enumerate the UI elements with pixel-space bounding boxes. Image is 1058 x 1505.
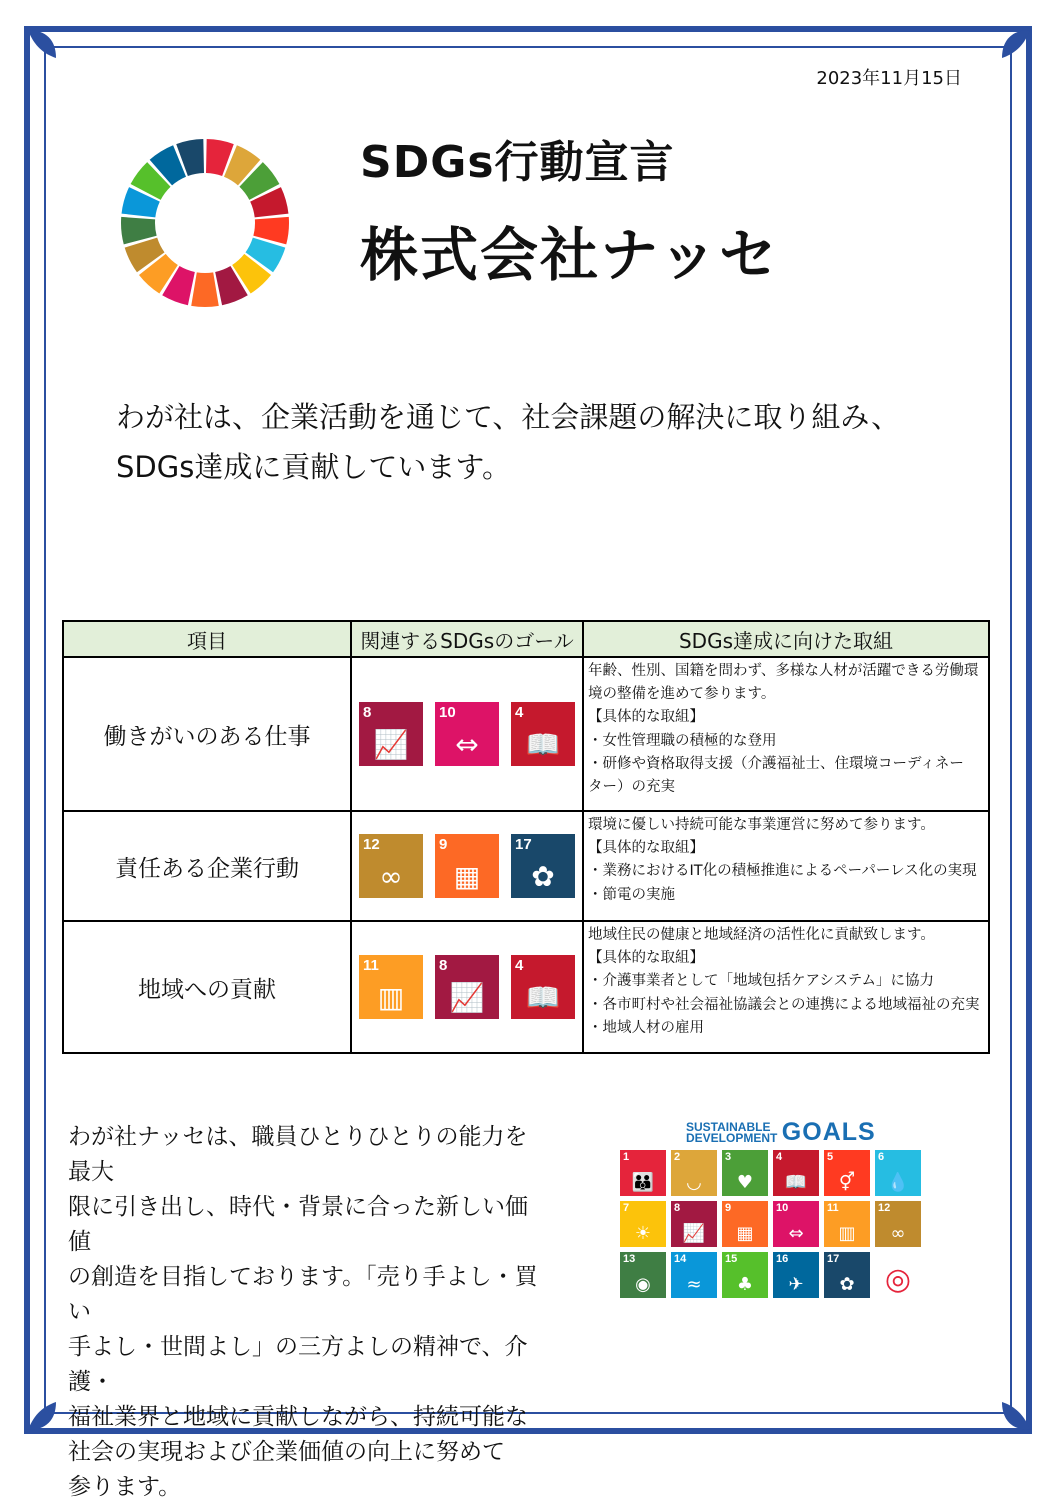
goal-number: 2 (674, 1151, 681, 1163)
goal-number: 8 (674, 1202, 681, 1214)
table-header-row (63, 621, 989, 657)
description-line: ・研修や資格取得支援（介護福祉士、住環境コーディネー (588, 755, 964, 772)
header-item: 項目 (63, 621, 351, 657)
goal-number: 7 (623, 1202, 630, 1214)
sdg-goal-12-tile (875, 1201, 921, 1247)
goal-number: 5 (827, 1151, 834, 1163)
goal-number: 14 (674, 1253, 687, 1265)
equality-arrows-icon: ⇔ (788, 1223, 804, 1244)
closing-line: 手よし・世間よし」の三方よしの精神で、介護・ (68, 1334, 528, 1395)
sdg-goal-4-icon (511, 955, 575, 1019)
row-item-label: 責任ある企業行動 (63, 811, 351, 921)
corner-ornament-icon (26, 28, 60, 62)
sdg-wheel-tile (875, 1252, 921, 1298)
book-icon: 📖 (525, 981, 561, 1014)
goal-number: 4 (515, 957, 524, 974)
sdg-goal-9-icon (435, 834, 499, 898)
row-description (583, 811, 989, 921)
goal-number: 11 (363, 957, 379, 974)
book-icon: 📖 (784, 1172, 808, 1193)
header-goals: 関連するSDGsのゴール (351, 621, 583, 657)
description-line: 【具体的な取組】 (588, 840, 704, 857)
closing-line: わが社ナッセは、職員ひとりひとりの能力を最大 (68, 1124, 528, 1185)
closing-line: 社会の実現および企業価値の向上に努めて (68, 1439, 505, 1465)
description-line: 境の整備を進めて参ります。 (588, 686, 776, 703)
goal-number: 12 (363, 836, 380, 853)
goal-number: 3 (725, 1151, 732, 1163)
document-date: 2023年11月15日 (816, 68, 962, 89)
sdg-goal-6-tile (875, 1150, 921, 1196)
sdg-goal-1-tile (620, 1150, 666, 1196)
sdg-goal-11-tile (824, 1201, 870, 1247)
description-line: ・各市町村や社会福祉協議会との連携による地域福祉の充実 (588, 996, 980, 1013)
infinity-icon: ∞ (890, 1223, 906, 1244)
sdg-goal-2-tile (671, 1150, 717, 1196)
sdg-goal-14-tile (671, 1252, 717, 1298)
sdg-goal-13-tile (620, 1252, 666, 1298)
sdg-actions-table (62, 620, 990, 1054)
logo-line2: DEVELOPMENT (686, 1130, 778, 1145)
description-line: 地域住民の健康と地域経済の活性化に貢献致します。 (588, 927, 935, 943)
sdg-goal-4-icon (511, 702, 575, 766)
goal-number: 17 (515, 836, 532, 853)
corner-ornament-icon (998, 1398, 1032, 1432)
tree-icon: ♣ (736, 1274, 754, 1295)
sun-icon: ☀ (634, 1223, 652, 1244)
equality-arrows-icon: ⇔ (455, 728, 479, 761)
eye-globe-icon: ◉ (635, 1274, 651, 1295)
intro-text (116, 392, 900, 492)
sdg-goal-16-tile (773, 1252, 819, 1298)
sdgs-logo (686, 1118, 876, 1147)
logo-line1: SUSTAINABLE (686, 1119, 771, 1134)
corner-ornament-icon (998, 28, 1032, 62)
corner-ornament-icon (26, 1398, 60, 1432)
row-item-label: 働きがいのある仕事 (63, 657, 351, 811)
goal-number: 9 (725, 1202, 732, 1214)
sdg-goal-15-tile (722, 1252, 768, 1298)
goal-number: 15 (725, 1253, 738, 1265)
growth-chart-icon: 📈 (373, 728, 409, 761)
sdg-goal-8-tile (671, 1201, 717, 1247)
logo-goals-word: GOALS (781, 1118, 876, 1146)
goal-number: 13 (623, 1253, 636, 1265)
intro-line: わが社は、企業活動を通じて、社会課題の解決に取り組み、 (116, 400, 901, 434)
goal-number: 6 (878, 1151, 885, 1163)
sdg-goal-4-tile (773, 1150, 819, 1196)
sdg-goal-7-tile (620, 1201, 666, 1247)
description-line: ター）の充実 (588, 779, 675, 796)
sdg-wheel-icon: ◎ (884, 1262, 912, 1297)
description-line: 【具体的な取組】 (588, 950, 704, 967)
city-buildings-icon: ▥ (377, 981, 405, 1014)
row-goal-icons (351, 921, 583, 1053)
goal-number: 16 (776, 1253, 789, 1265)
sdg-goal-12-icon (359, 834, 423, 898)
partnership-flower-icon: ✿ (531, 860, 555, 893)
description-line: 年齢、性別、国籍を問わず、多様な人材が活躍できる労働環 (588, 663, 979, 679)
description-line: 【具体的な取組】 (588, 709, 704, 726)
heartbeat-icon: ♥ (736, 1172, 754, 1193)
table-row (63, 811, 989, 921)
infinity-icon: ∞ (379, 860, 403, 893)
goal-number: 17 (827, 1253, 840, 1265)
sdg-goal-10-icon (435, 702, 499, 766)
water-drop-icon: 💧 (886, 1172, 910, 1193)
declaration-title: SDGs行動宣言 (360, 137, 675, 188)
goal-number: 4 (776, 1151, 783, 1163)
wheel-segment (191, 272, 219, 307)
company-name: 株式会社ナッセ (360, 221, 779, 289)
row-goal-icons (351, 811, 583, 921)
gender-icon: ⚥ (838, 1172, 856, 1193)
closing-line: 福祉業界と地域に貢献しながら、持続可能な (68, 1404, 528, 1430)
description-line: ・介護事業者として「地域包括ケアシステム」に協力 (588, 973, 934, 990)
cubes-icon: ▦ (736, 1223, 754, 1244)
cubes-icon: ▦ (453, 860, 481, 893)
row-description (583, 921, 989, 1053)
people-icon: 👪 (631, 1172, 655, 1193)
city-buildings-icon: ▥ (838, 1223, 856, 1244)
description-line: ・節電の実施 (588, 886, 675, 903)
goal-number: 12 (878, 1202, 891, 1214)
closing-line: 参ります。 (68, 1474, 182, 1500)
goal-number: 8 (439, 957, 448, 974)
closing-line: 限に引き出し、時代・背景に合った新しい価値 (68, 1194, 528, 1255)
sdg-goal-17-icon (511, 834, 575, 898)
sdg-goal-11-icon (359, 955, 423, 1019)
closing-statement (68, 1120, 538, 1505)
sdg-goal-9-tile (722, 1201, 768, 1247)
row-description (583, 657, 989, 811)
dove-icon: ✈ (788, 1274, 804, 1295)
sdg-goal-5-tile (824, 1150, 870, 1196)
partnership-flower-icon: ✿ (839, 1274, 855, 1295)
description-line: 環境に優しい持続可能な事業運営に努めて参ります。 (588, 817, 935, 833)
sdg-goal-8-icon (359, 702, 423, 766)
closing-line: の創造を目指しております。「売り手よし・買い (68, 1264, 538, 1325)
description-line: ・業務におけるIT化の積極推進によるペーパーレス化の実現 (588, 863, 977, 880)
book-icon: 📖 (525, 728, 561, 761)
goal-number: 10 (776, 1202, 789, 1214)
intro-line: SDGs達成に貢献しています。 (116, 450, 512, 484)
header-actions: SDGs達成に向けた取組 (583, 621, 989, 657)
row-goal-icons (351, 657, 583, 811)
sdg-goal-3-tile (722, 1150, 768, 1196)
goal-number: 8 (363, 704, 372, 721)
sdg-goal-17-tile (824, 1252, 870, 1298)
goal-number: 4 (515, 704, 524, 721)
description-line: ・地域人材の雇用 (588, 1019, 704, 1036)
sdg-goal-10-tile (773, 1201, 819, 1247)
growth-chart-icon: 📈 (682, 1223, 706, 1244)
growth-chart-icon: 📈 (449, 981, 485, 1014)
bowl-icon: ◡ (686, 1172, 702, 1193)
sdg-wheel-icon (120, 138, 290, 308)
goal-number: 9 (439, 836, 448, 853)
fish-icon: ≈ (686, 1274, 702, 1295)
table-row (63, 921, 989, 1053)
table-row (63, 657, 989, 811)
row-item-label: 地域への貢献 (63, 921, 351, 1053)
goal-number: 1 (623, 1151, 630, 1163)
sdg-goals-grid (620, 1150, 921, 1298)
goal-number: 10 (439, 704, 456, 721)
sdg-goal-8-icon (435, 955, 499, 1019)
goal-number: 11 (827, 1202, 839, 1214)
description-line: ・女性管理職の積極的な登用 (588, 732, 777, 749)
